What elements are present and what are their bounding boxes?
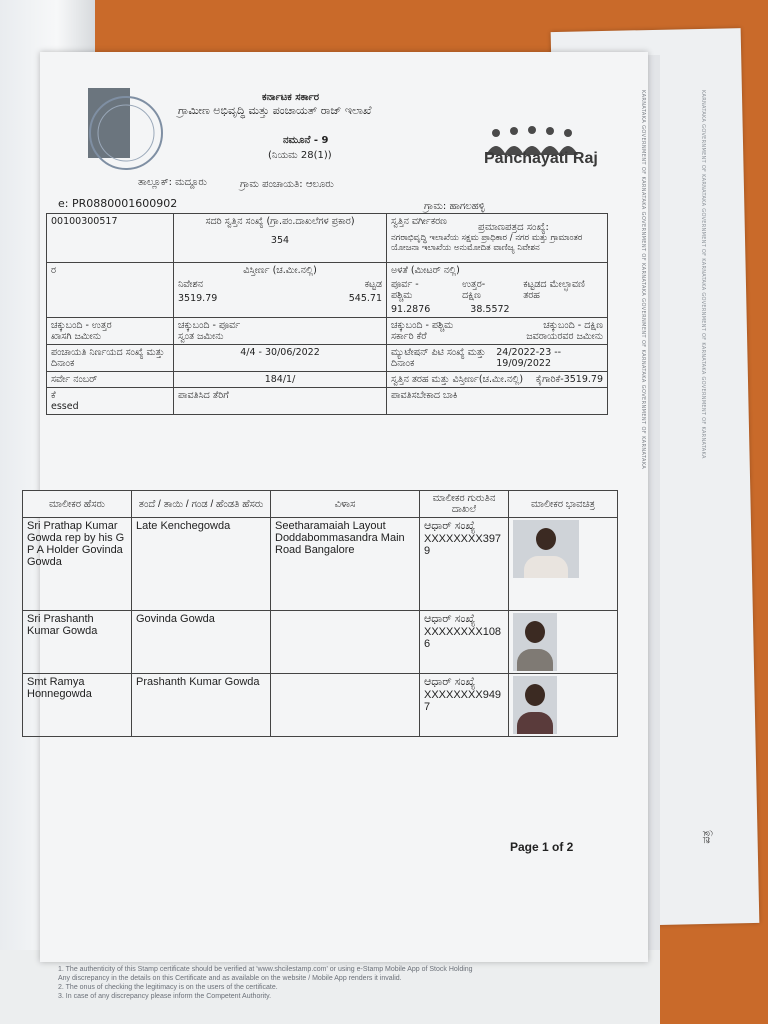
type-area-value: ಕೈಗಾರಿಕೆ-3519.79 [535, 374, 603, 385]
owner-parent-header: ತಂದೆ / ತಾಯಿ / ಗಂಡ / ಹೆಂಡತಿ ಹೆಸರು [132, 491, 271, 518]
tax-paid-cell [174, 388, 387, 415]
owner-name-header: ಮಾಲೀಕರ ಹೆಸರು [23, 491, 132, 518]
tax-paid-label: ಪಾವತಿಸಿದ ತೆರಿಗೆ [178, 390, 229, 401]
ew-value: 91.2876 [391, 304, 431, 315]
taluk: ತಾಲ್ಲೂಕ್: ಮದ್ದೂರು [138, 177, 207, 188]
north-boundary-cell [47, 318, 174, 345]
south-label: ಚಕ್ಕುಬಂದಿ - ದಕ್ಷಿಣ [543, 320, 603, 331]
resolution-label: ಪಂಚಾಯತಿ ನಿರ್ಣಯದ ಸಂಖ್ಯೆ ಮತ್ತು ದಿನಾಂಕ [51, 347, 165, 369]
property-number-label: ಸದರಿ ಸ್ವತ್ತಿನ ಸಂಖ್ಯೆ (ಗ್ರಾ.ಪಂ.ದಾಖಲೆಗಳ ಪ್ರಕಾರ) [205, 216, 355, 227]
owner-id [420, 518, 509, 611]
id-value: XXXXXXXX9497 [424, 689, 502, 713]
east-value: ಸ್ವಂತ ಜಮೀನು [178, 331, 224, 342]
owner-parent: Prashanth Kumar Gowda [132, 674, 271, 737]
fragment-cell [47, 263, 174, 318]
ew-label: ಪೂರ್ವ - ಪಶ್ಚಿಮ [391, 279, 419, 301]
site-label: ನಿವೇಶನ [178, 279, 203, 290]
measurement-cell [387, 263, 608, 318]
survey-value-cell [174, 372, 387, 388]
gram-panchayat: ಗ್ರಾಮ ಪಂಚಾಯತಿ: ಆಲೂರು [240, 179, 334, 190]
ns-value: 38.5572 [470, 304, 510, 315]
type-area-label: ಸ್ವತ್ತಿನ ತರಹ ಮತ್ತು ವಿಸ್ತೀರ್ಣ(ಚ.ಮೀ.ನಲ್ಲಿ) [391, 374, 524, 385]
north-label: ಚಕ್ಕುಬಂದಿ - ಉತ್ತರ [51, 320, 112, 331]
id-cell [47, 214, 174, 263]
classification-value: ನಗರಾಭಿವೃದ್ಧಿ ಇಲಾಖೆಯ ಸಕ್ಷಮ ಪ್ರಾಧಿಕಾರ / ನಗರ ಮತ್ತು ಗ್ರಾಮಾಂತರ ಯೋಜನಾ ಇಲಾಖೆಯ ಅನುಮೋದಿತ ವಾಣಿಜ್ಯ ನಿವೇಶನ [391, 233, 583, 253]
owner-address: Seetharamaiah Layout Doddabommasandra Main Road Bangalore [271, 518, 420, 611]
footer-line: 3. In case of any discrepancy please inform the Competent Authority. [58, 993, 272, 1000]
page-number: Page 1 of 2 [510, 840, 574, 854]
owner-name: Sri Prathap Kumar Gowda rep by his G P A Holder Govinda Gowda [23, 518, 132, 611]
table-row [23, 674, 618, 737]
mutation-value: 24/2022-23 -- 19/09/2022 [496, 347, 562, 369]
stamp-footer [58, 965, 538, 1001]
property-id: e: PR0880001600902 [58, 197, 178, 210]
watermark-text: KARNATAKA GOVERNMENT OF KARNATAKA GOVERNMENT OF KARNATAKA GOVERNMENT OF KARNATAKA GOVERNMENT OF KARNATAKA [640, 90, 646, 470]
side-mark: ಪತ್ರ [699, 830, 713, 844]
ns-label: ಉತ್ತರ-ದಕ್ಷಿಣ [462, 279, 486, 301]
owner-parent: Late Kenchegowda [132, 518, 271, 611]
owner-photo [509, 674, 618, 737]
owner-id-header: ಮಾಲೀಕರ ಗುರುತಿನ ದಾಖಲೆ [420, 491, 509, 518]
survey-value: 184/1/ [264, 374, 296, 385]
property-details-table [46, 213, 608, 415]
owner-parent: Govinda Gowda [132, 611, 271, 674]
owner-name: Sri Prashanth Kumar Gowda [23, 611, 132, 674]
rule-number: (ನಿಯಮ 28(1)) [268, 150, 332, 161]
id-value: 00100300517 [51, 216, 118, 227]
resolution-label-cell [47, 345, 174, 372]
owner-address-header: ವಿಳಾಸ [271, 491, 420, 518]
west-south-boundary-cell [387, 318, 608, 345]
south-value: ಜವರಾಯರವರ ಜಮೀನು [526, 331, 603, 342]
tax-due-cell [387, 388, 608, 415]
property-number-cell [174, 214, 387, 263]
owner-id [420, 674, 509, 737]
west-value: ಸರ್ಕಾರಿ ಕೆರೆ [391, 331, 427, 342]
resolution-value-cell [174, 345, 387, 372]
table-row [23, 611, 618, 674]
government-watermark-strip-2 [700, 90, 730, 910]
department-title: ಗ್ರಾಮೀಣ ಅಭಿವೃದ್ಧಿ ಮತ್ತು ಪಂಚಾಯತ್ ರಾಜ್ ಇಲಾಖೆ [178, 104, 372, 117]
id-label: ಆಧಾರ್ ಸಂಖ್ಯೆ [424, 613, 476, 625]
owners-table [22, 490, 618, 737]
panchayati-raj-logo-icon [482, 110, 582, 180]
village: ಗ್ರಾಮ: ಹಾಗಲಹಳ್ಳಿ [424, 201, 485, 212]
tax-left: ಕೆ [51, 390, 56, 401]
fragment: ರ [51, 265, 57, 276]
owner-photo-icon [513, 520, 579, 578]
owner-photo-header: ಮಾಲೀಕರ ಭಾವಚಿತ್ರ [509, 491, 618, 518]
footer-line: 1. The authenticity of this Stamp certificate should be verified at 'www.shcilestamp.com' or using e-Stamp Mobile App of Stock Holding [58, 966, 473, 973]
survey-label-cell [47, 372, 174, 388]
id-label: ಆಧಾರ್ ಸಂಖ್ಯೆ [424, 520, 476, 532]
building-value: 545.71 [348, 293, 382, 304]
mutation-cell [387, 345, 608, 372]
building-label: ಕಟ್ಟಡ [364, 279, 382, 290]
resolution-value: 4/4 - 30/06/2022 [240, 347, 320, 358]
east-boundary-cell [174, 318, 387, 345]
site-value: 3519.79 [178, 293, 218, 304]
north-value: ಖಾಸಗಿ ಜಮೀನು [51, 331, 102, 342]
roof-label: ಕಟ್ಟಡದ ಮೇಲ್ಛಾವಣಿ ತರಹ [523, 279, 585, 301]
tax-left-cell [47, 388, 174, 415]
table-row [23, 518, 618, 611]
owner-address [271, 674, 420, 737]
govt-title: ಕರ್ನಾಟಕ ಸರ್ಕಾರ [262, 92, 320, 103]
owner-photo-icon [513, 676, 557, 734]
id-value: XXXXXXXX3979 [424, 533, 502, 557]
owner-id [420, 611, 509, 674]
survey-label: ಸರ್ವೇ ನಂಬರ್ [51, 374, 98, 385]
measure-label: ಅಳತೆ (ಮೀಟರ್ ನಲ್ಲಿ) [391, 265, 460, 276]
classification-label: ಸ್ವತ್ತಿನ ವರ್ಗೀಕರಣ [391, 216, 447, 227]
west-label: ಚಕ್ಕುಬಂದಿ - ಪಶ್ಚಿಮ [391, 320, 454, 331]
footer-line: Any discrepancy in the details on this Certificate and as available on the website / Mobile App renders it invalid. [58, 975, 402, 982]
owner-name: Smt Ramya Honnegowda [23, 674, 132, 737]
assessed: essed [51, 401, 79, 412]
panchayati-raj-label: Panchayati Raj [484, 150, 598, 167]
id-value: XXXXXXXX1086 [424, 626, 502, 650]
owner-photo [509, 518, 618, 611]
classification-cell [387, 214, 608, 263]
east-label: ಚಕ್ಕುಬಂದಿ - ಪೂರ್ವ [178, 320, 241, 331]
form-number: ನಮೂನೆ - 9 [283, 135, 329, 146]
tax-due-label: ಪಾವತಿಸಬೇಕಾದ ಬಾಕಿ [391, 390, 458, 401]
area-label: ವಿಸ್ತೀರ್ಣ (ಚ.ಮೀ.ನಲ್ಲಿ) [243, 265, 317, 276]
id-label: ಆಧಾರ್ ಸಂಖ್ಯೆ [424, 676, 476, 688]
watermark-text-2: KARNATAKA GOVERNMENT OF KARNATAKA GOVERNMENT OF KARNATAKA GOVERNMENT OF KARNATAKA GOVERNMENT OF KARNATAKA [700, 90, 706, 459]
certificate-number-label: ಪ್ರಮಾಣಪತ್ರದ ಸಂಖ್ಯೆ: [478, 222, 549, 233]
owner-address [271, 611, 420, 674]
area-cell [174, 263, 387, 318]
owner-photo-icon [513, 613, 557, 671]
owner-photo [509, 611, 618, 674]
footer-line: 2. The onus of checking the legitimacy is on the users of the certificate. [58, 984, 278, 991]
mutation-label: ಮ್ಯುಟೇಷನ್ ಪಿಟಿ ಸಂಖ್ಯೆ ಮತ್ತು ದಿನಾಂಕ [391, 347, 486, 369]
government-watermark-strip [640, 90, 680, 910]
property-number-value: 354 [270, 235, 290, 246]
government-seal-icon [86, 78, 166, 188]
type-area-cell [387, 372, 608, 388]
